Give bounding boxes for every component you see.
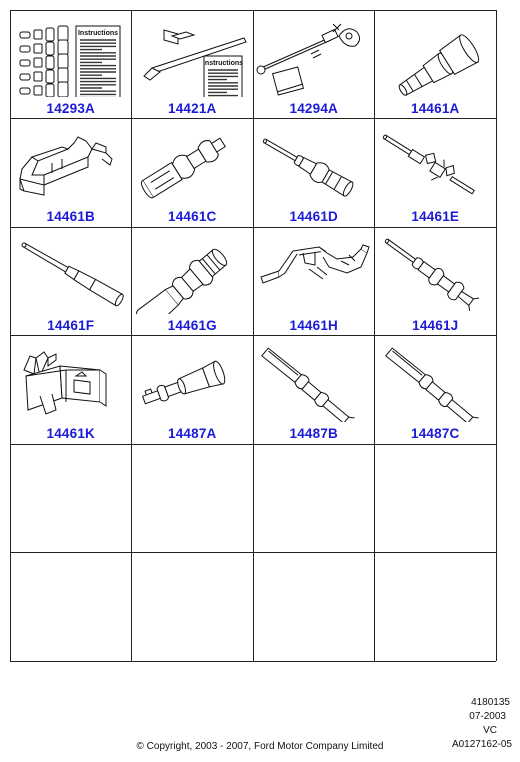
catalog-number: 4180135 [471, 697, 510, 708]
bent-clip-terminal-icon [253, 227, 375, 314]
part-cell-14487b[interactable] [253, 336, 375, 445]
grid-line [10, 552, 496, 553]
part-cell-14461j[interactable] [375, 227, 497, 336]
socket-terminal-icon [132, 336, 254, 423]
date-code: 07-2003 [469, 711, 506, 722]
pin-terminal-icon [253, 119, 375, 206]
strap-with-instructions-icon [132, 10, 254, 97]
pin-terminal-crimp-icon [375, 119, 497, 206]
reference-number: A0127162-05 [451, 739, 512, 750]
part-cell-14293a[interactable] [10, 10, 132, 119]
part-cell-14294a[interactable] [253, 10, 375, 119]
part-cell-14461g[interactable] [132, 227, 254, 336]
open-barrel-terminal-icon [10, 119, 132, 206]
part-cell-14461k[interactable] [10, 336, 132, 445]
vc-code: VC [483, 725, 497, 736]
grid-line [10, 118, 496, 119]
part-number[interactable]: 14461D [289, 209, 338, 224]
part-number[interactable]: 14294A [289, 100, 338, 116]
strip-crimp-terminal-b-icon [375, 336, 497, 423]
part-cell-14461c[interactable] [132, 119, 254, 228]
part-number[interactable]: 14461E [411, 209, 460, 224]
part-number[interactable]: 14293A [46, 100, 95, 116]
grid-line [10, 10, 496, 11]
part-cell-14461b[interactable] [10, 119, 132, 228]
part-number[interactable]: 14487C [411, 426, 460, 441]
female-blade-terminal-icon [132, 119, 254, 206]
strip-crimp-terminal-icon [253, 336, 375, 423]
part-cell-14461f[interactable] [10, 227, 132, 336]
part-cell-14461e[interactable] [375, 119, 497, 228]
female-blade-terminal-insulated-icon [375, 10, 497, 97]
instructions-text: Instructions [77, 30, 119, 37]
ground-lead-kit-icon [253, 10, 375, 97]
grid-line [10, 661, 496, 662]
part-number[interactable]: 14461H [289, 317, 338, 333]
parts-grid [10, 10, 496, 661]
part-number[interactable]: 14487B [289, 426, 338, 441]
part-cell-14461a[interactable] [375, 10, 497, 119]
part-number[interactable]: 14461C [168, 209, 217, 224]
part-cell-14461d[interactable] [253, 119, 375, 228]
insulated-socket-terminal-icon [132, 227, 254, 314]
copyright-notice: © Copyright, 2003 - 2007, Ford Motor Company Limited [136, 741, 384, 752]
wire-sleeves-with-instructions-icon [10, 10, 132, 97]
part-cell-14487a[interactable] [132, 336, 254, 445]
part-number[interactable]: 14461G [167, 317, 217, 333]
grid-line [10, 227, 496, 228]
part-number[interactable]: 14461J [412, 317, 459, 333]
part-number[interactable]: 14461A [411, 100, 460, 116]
grid-line [10, 444, 496, 445]
part-cell-14461h[interactable] [253, 227, 375, 336]
part-number[interactable]: 14487A [168, 426, 217, 441]
part-number[interactable]: 14461B [46, 209, 95, 224]
part-number[interactable]: 14461F [47, 317, 95, 333]
instructions-text: Instructions [202, 60, 243, 67]
housing-terminal-icon [10, 336, 132, 423]
part-number[interactable]: 14461K [46, 426, 95, 441]
part-cell-14487c[interactable] [375, 336, 497, 445]
part-number[interactable]: 14421A [168, 100, 217, 116]
grid-line [10, 335, 496, 336]
pin-terminal-long-icon [10, 227, 132, 314]
pin-crimp-terminal-icon [375, 227, 497, 314]
part-cell-14421a[interactable] [132, 10, 254, 119]
